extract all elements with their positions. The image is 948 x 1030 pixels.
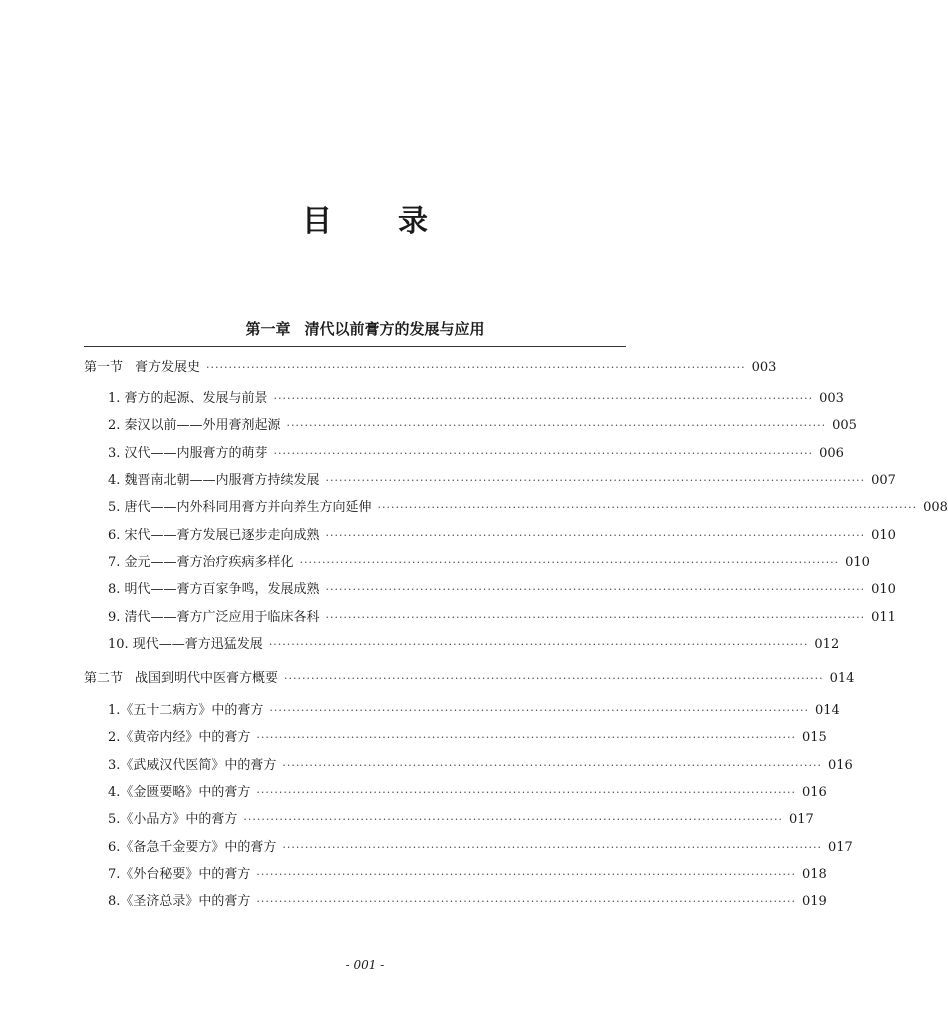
toc-item[interactable]: [108, 697, 840, 724]
toc-item-label: 6. 宋代——膏方发展已逐步走向成熟: [108, 528, 320, 543]
page-title: 目 录: [302, 204, 446, 239]
page-number: 011: [871, 610, 896, 625]
toc-item[interactable]: [108, 604, 896, 631]
chapter-number: 第一章: [245, 320, 291, 338]
toc-item-label: 2.《黄帝内经》中的膏方: [108, 730, 251, 745]
section-title: 战国到明代中医膏方概要: [135, 671, 279, 686]
leader-dots: ························································································································: [286, 419, 827, 432]
toc-item-label: 9. 清代——膏方广泛应用于临床各科: [108, 610, 320, 625]
leader-dots: ························································································································: [325, 611, 866, 624]
toc-item-label: 1.《五十二病方》中的膏方: [108, 703, 264, 718]
toc-item[interactable]: [108, 779, 827, 806]
leader-dots: ························································································································: [269, 704, 809, 717]
page-number: 008: [923, 500, 948, 515]
chapter-title: 清代以前膏方的发展与应用: [304, 320, 485, 338]
page-number: 018: [802, 867, 827, 882]
toc-item[interactable]: [108, 522, 896, 549]
toc-item[interactable]: [108, 467, 896, 494]
leader-dots: ························································································································: [256, 868, 796, 881]
leader-dots: ························································································································: [256, 786, 796, 799]
leader-dots: ························································································································: [284, 672, 824, 685]
leader-dots: ························································································································: [325, 474, 866, 487]
leader-dots: ························································································································: [325, 583, 866, 596]
toc-item-label: 3. 汉代——内服膏方的萌芽: [108, 446, 268, 461]
page-number: 003: [819, 391, 844, 406]
section-number: 第一节: [84, 360, 124, 375]
toc-item-label: 2. 秦汉以前——外用膏剂起源: [108, 418, 281, 433]
page-number: 010: [871, 582, 896, 597]
page-number: 014: [829, 671, 855, 686]
toc-item[interactable]: [108, 494, 948, 521]
toc-item[interactable]: [108, 631, 840, 658]
page-number: 010: [871, 528, 896, 543]
leader-dots: ························································································································: [243, 813, 783, 826]
toc-item[interactable]: [108, 576, 896, 603]
toc-item-label: 8.《圣济总录》中的膏方: [108, 894, 251, 909]
toc-item-label: 5. 唐代——内外科同用膏方并向养生方向延伸: [108, 500, 372, 515]
chapter-divider: [84, 346, 626, 347]
page-number: 017: [789, 812, 814, 827]
leader-dots: ························································································································: [282, 759, 822, 772]
page-number: 005: [832, 418, 857, 433]
toc-item[interactable]: [108, 861, 827, 888]
section-number: 第二节: [84, 671, 124, 686]
page-number: 012: [814, 637, 840, 652]
toc-item[interactable]: [108, 834, 853, 861]
toc-item-label: 5.《小品方》中的膏方: [108, 812, 238, 827]
leader-dots: ························································································································: [268, 638, 809, 651]
page-number: 016: [802, 785, 827, 800]
toc-section[interactable]: [84, 665, 855, 692]
toc-item[interactable]: [108, 806, 814, 833]
page-number: 007: [871, 473, 896, 488]
page-number: 017: [828, 840, 853, 855]
page-number: 006: [819, 446, 844, 461]
leader-dots: ························································································································: [256, 731, 796, 744]
toc-item-label: 4.《金匮要略》中的膏方: [108, 785, 251, 800]
leader-dots: ························································································································: [273, 392, 814, 405]
page-number: 014: [815, 703, 840, 718]
page-number: 016: [828, 758, 853, 773]
toc-item[interactable]: [108, 752, 853, 779]
toc-item-label: 7. 金元——膏方治疗疾病多样化: [108, 555, 294, 570]
leader-dots: ························································································································: [256, 895, 796, 908]
toc-item[interactable]: [108, 724, 827, 751]
toc-item[interactable]: [108, 888, 827, 915]
page-number: 010: [845, 555, 870, 570]
toc-item[interactable]: [108, 440, 844, 467]
toc-item-label: 10. 现代——膏方迅猛发展: [108, 637, 263, 652]
leader-dots: ························································································································: [299, 556, 840, 569]
toc-item[interactable]: [108, 549, 870, 576]
page-number: 015: [802, 730, 827, 745]
leader-dots: ························································································································: [282, 841, 822, 854]
toc-item-label: 8. 明代——膏方百家争鸣，发展成熟: [108, 582, 320, 597]
page-number: 003: [751, 360, 777, 375]
chapter-heading: [0, 318, 730, 339]
leader-dots: ························································································································: [377, 501, 918, 514]
toc-item-label: 1. 膏方的起源、发展与前景: [108, 391, 268, 406]
page-footer-number: - 001 -: [345, 958, 385, 972]
toc-item[interactable]: [108, 412, 857, 439]
toc-section[interactable]: [84, 354, 777, 381]
toc-item-label: 7.《外台秘要》中的膏方: [108, 867, 251, 882]
leader-dots: ························································································································: [325, 529, 866, 542]
toc-item-label: 6.《备急千金要方》中的膏方: [108, 840, 277, 855]
section-title: 膏方发展史: [135, 360, 201, 375]
toc-item-label: 4. 魏晋南北朝——内服膏方持续发展: [108, 473, 320, 488]
leader-dots: ························································································································: [206, 361, 746, 374]
leader-dots: ························································································································: [273, 447, 814, 460]
toc-item-label: 3.《武威汉代医简》中的膏方: [108, 758, 277, 773]
toc-item[interactable]: [108, 385, 844, 412]
page-number: 019: [802, 894, 827, 909]
